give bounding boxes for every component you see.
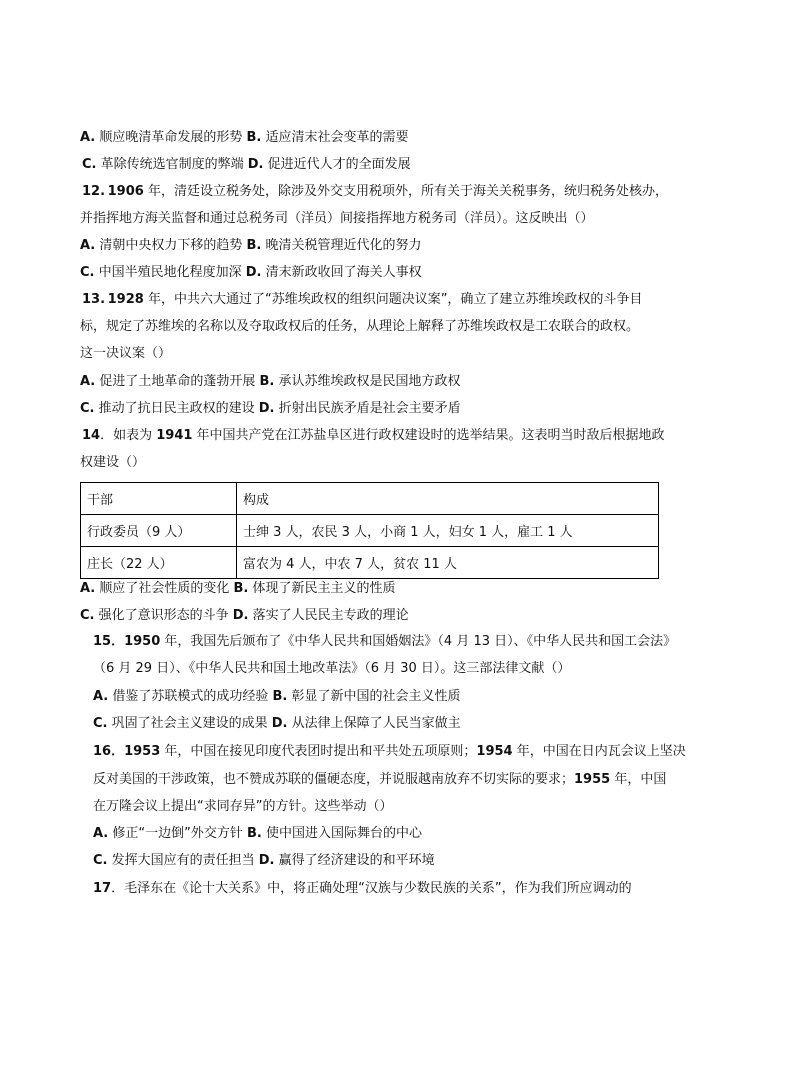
q15-option-b: 彰显了新中国的社会主义性质 [287, 689, 461, 704]
table-row [81, 547, 659, 579]
q15-option-d-letter: D. [271, 716, 288, 731]
q16-text-1: 年，中国在接见印度代表团时提出和平共处五项原则； [160, 744, 477, 759]
table-row [81, 515, 659, 547]
q11-option-c-letter: C. [82, 157, 97, 172]
q14-year: 1941 [156, 428, 193, 443]
q14-number: 14 [82, 428, 101, 443]
table-header-cell: 干部 [81, 483, 237, 515]
q13-option-d: 折射出民族矛盾是社会主要矛盾 [274, 401, 461, 416]
q12-stem-line2: 并指挥地方海关监督和通过总税务司（洋员）间接指挥地方税务司（洋员）。这反映出（） [80, 211, 594, 226]
q15-option-a-letter: A. [93, 689, 109, 704]
q16-text-2: 年，中国在日内瓦会议上坚决 [512, 744, 686, 759]
q12-option-c-letter: C. [80, 265, 95, 280]
q11-option-a: 顺应晚清革命发展的形势 [95, 130, 247, 145]
q13-stem-line2: 标，规定了苏维埃的名称以及夺取政权后的任务，从理论上解释了苏维埃政权是工农联合的政权。 [80, 319, 640, 334]
q14-option-c-letter: C. [80, 608, 95, 623]
q15-stem-line2: （6 月 29 日）、《中华人民共和国土地改革法》（6 月 30 日）。这三部法律文献（） [93, 661, 571, 676]
table-cell: 行政委员（9 人） [81, 515, 237, 547]
q16-option-a: 修正“一边倒”外交方针 [108, 826, 247, 841]
q13-option-c: 推动了抗日民主政权的建设 [94, 401, 259, 416]
q13-number: 13. [82, 292, 106, 307]
q16-stem-line2 [93, 771, 666, 789]
q16-year-2: 1954 [476, 744, 513, 759]
q15-option-c-letter: C. [93, 716, 108, 731]
q16-option-c-letter: C. [93, 853, 108, 868]
q14-option-b-letter: B. [233, 581, 249, 596]
q12-option-b: 晚清关税管理近代化的努力 [261, 238, 422, 253]
q16-option-c: 发挥大国应有的责任担当 [107, 853, 259, 868]
q12-options-ab [80, 237, 422, 255]
q13-option-b: 承认苏维埃政权是民国地方政权 [274, 374, 461, 389]
q13-option-b-letter: B. [259, 374, 275, 389]
table-cell: 士绅 3 人，农民 3 人，小商 1 人，妇女 1 人，雇工 1 人 [237, 515, 659, 547]
table-cell: 富农为 4 人，中农 7 人，贫农 11 人 [237, 547, 659, 579]
q16-year-3: 1955 [574, 772, 611, 787]
q11-options-ab [80, 129, 409, 147]
q17-text-1: ．毛泽东在《论十大关系》中，将正确处理“汉族与少数民族的关系”，作为我们所应调动的 [111, 881, 632, 896]
q16-option-b-letter: B. [247, 826, 262, 841]
q16-option-b: 使中国进入国际舞台的中心 [261, 826, 422, 841]
q14-stem-line1 [82, 427, 665, 445]
election-results-table [80, 482, 659, 579]
q12-option-a: 清朝中央权力下移的趋势 [95, 238, 247, 253]
q12-year: 1906 [107, 184, 144, 199]
q12-option-d: 清末新政收回了海关人事权 [261, 265, 422, 280]
q11-option-d-letter: D. [247, 157, 264, 172]
q14-options-ab [80, 580, 396, 598]
q16-number: 16．1953 [93, 744, 161, 759]
q13-options-cd [80, 400, 461, 418]
q15-option-a: 借鉴了苏联模式的成功经验 [108, 689, 273, 704]
q11-options-cd [82, 156, 411, 174]
q17-number: 17 [93, 881, 112, 896]
q12-number: 12. [82, 184, 106, 199]
q13-option-c-letter: C. [80, 401, 95, 416]
q14-option-c: 强化了意识形态的斗争 [94, 608, 233, 623]
q13-options-ab [80, 373, 461, 391]
q13-text-1: 年，中共六大通过了“苏维埃政权的组织问题决议案”，确立了建立苏维埃政权的斗争目 [143, 292, 643, 307]
q14-text-1: ．如表为 [100, 428, 157, 443]
q13-stem-line1 [82, 291, 642, 309]
q14-option-b: 体现了新民主主义的性质 [248, 581, 396, 596]
q12-option-d-letter: D. [245, 265, 262, 280]
q13-year: 1928 [107, 292, 144, 307]
table-header-row [81, 483, 659, 515]
q12-option-b-letter: B. [246, 238, 262, 253]
q15-options-ab [93, 688, 461, 706]
q15-option-c: 巩固了社会主义建设的成果 [107, 716, 272, 731]
q13-option-a: 促进了土地革命的蓬勃开展 [95, 374, 260, 389]
q17-stem-line1 [93, 880, 632, 898]
q16-text-4: 年，中国 [610, 772, 667, 787]
q16-stem-line3: 在万隆会议上提出“求同存异”的方针。这些举动（） [93, 799, 393, 814]
q12-stem-line1 [82, 183, 668, 201]
q11-option-d: 促进近代人才的全面发展 [263, 157, 411, 172]
q16-text-3: 反对美国的干涉政策，也不赞成苏联的僵硬态度，并说服越南放弃不切实际的要求； [93, 772, 575, 787]
q12-options-cd [80, 264, 422, 282]
q14-option-a: 顺应了社会性质的变化 [95, 581, 234, 596]
q12-text-1: 年，清廷设立税务处，除涉及外交支用税项外，所有关于海关关税事务，统归税务处核办， [143, 184, 668, 199]
q13-stem-line3: 这一决议案（） [80, 346, 172, 361]
q16-option-d-letter: D. [258, 853, 275, 868]
q11-option-b-letter: B. [246, 130, 262, 145]
q12-option-c: 中国半殖民地化程度加深 [94, 265, 246, 280]
q14-option-a-letter: A. [80, 581, 96, 596]
q14-text-2: 年中国共产党在江苏盐阜区进行政权建设时的选举结果。这表明当时敌后根据地政 [192, 428, 665, 443]
q15-options-cd [93, 715, 461, 733]
q11-option-b: 适应清末社会变革的需要 [261, 130, 409, 145]
q15-stem-line1 [93, 633, 676, 651]
q16-stem-line1 [93, 743, 686, 761]
q15-option-b-letter: B. [272, 689, 288, 704]
q14-option-d-letter: D. [232, 608, 249, 623]
q15-text-1: 年，我国先后颁布了《中华人民共和国婚姻法》（4 月 13 日）、《中华人民共和国工会法》 [160, 634, 677, 649]
table-cell: 庄长（22 人） [81, 547, 237, 579]
q16-options-cd [93, 852, 435, 870]
q14-options-cd [80, 607, 409, 625]
q15-number: 15．1950 [93, 634, 161, 649]
q12-option-a-letter: A. [80, 238, 96, 253]
q16-options-ab [93, 825, 422, 843]
q11-option-a-letter: A. [80, 130, 96, 145]
q14-option-d: 落实了人民民主专政的理论 [248, 608, 409, 623]
q14-stem-line2: 权建设（） [80, 455, 146, 470]
q11-option-c: 革除传统选官制度的弊端 [96, 157, 248, 172]
q16-option-d: 赢得了经济建设的和平环境 [274, 853, 435, 868]
q13-option-a-letter: A. [80, 374, 96, 389]
table-header-cell: 构成 [237, 483, 659, 515]
q13-option-d-letter: D. [258, 401, 275, 416]
q16-option-a-letter: A. [93, 826, 109, 841]
q15-option-d: 从法律上保障了人民当家做主 [287, 716, 461, 731]
